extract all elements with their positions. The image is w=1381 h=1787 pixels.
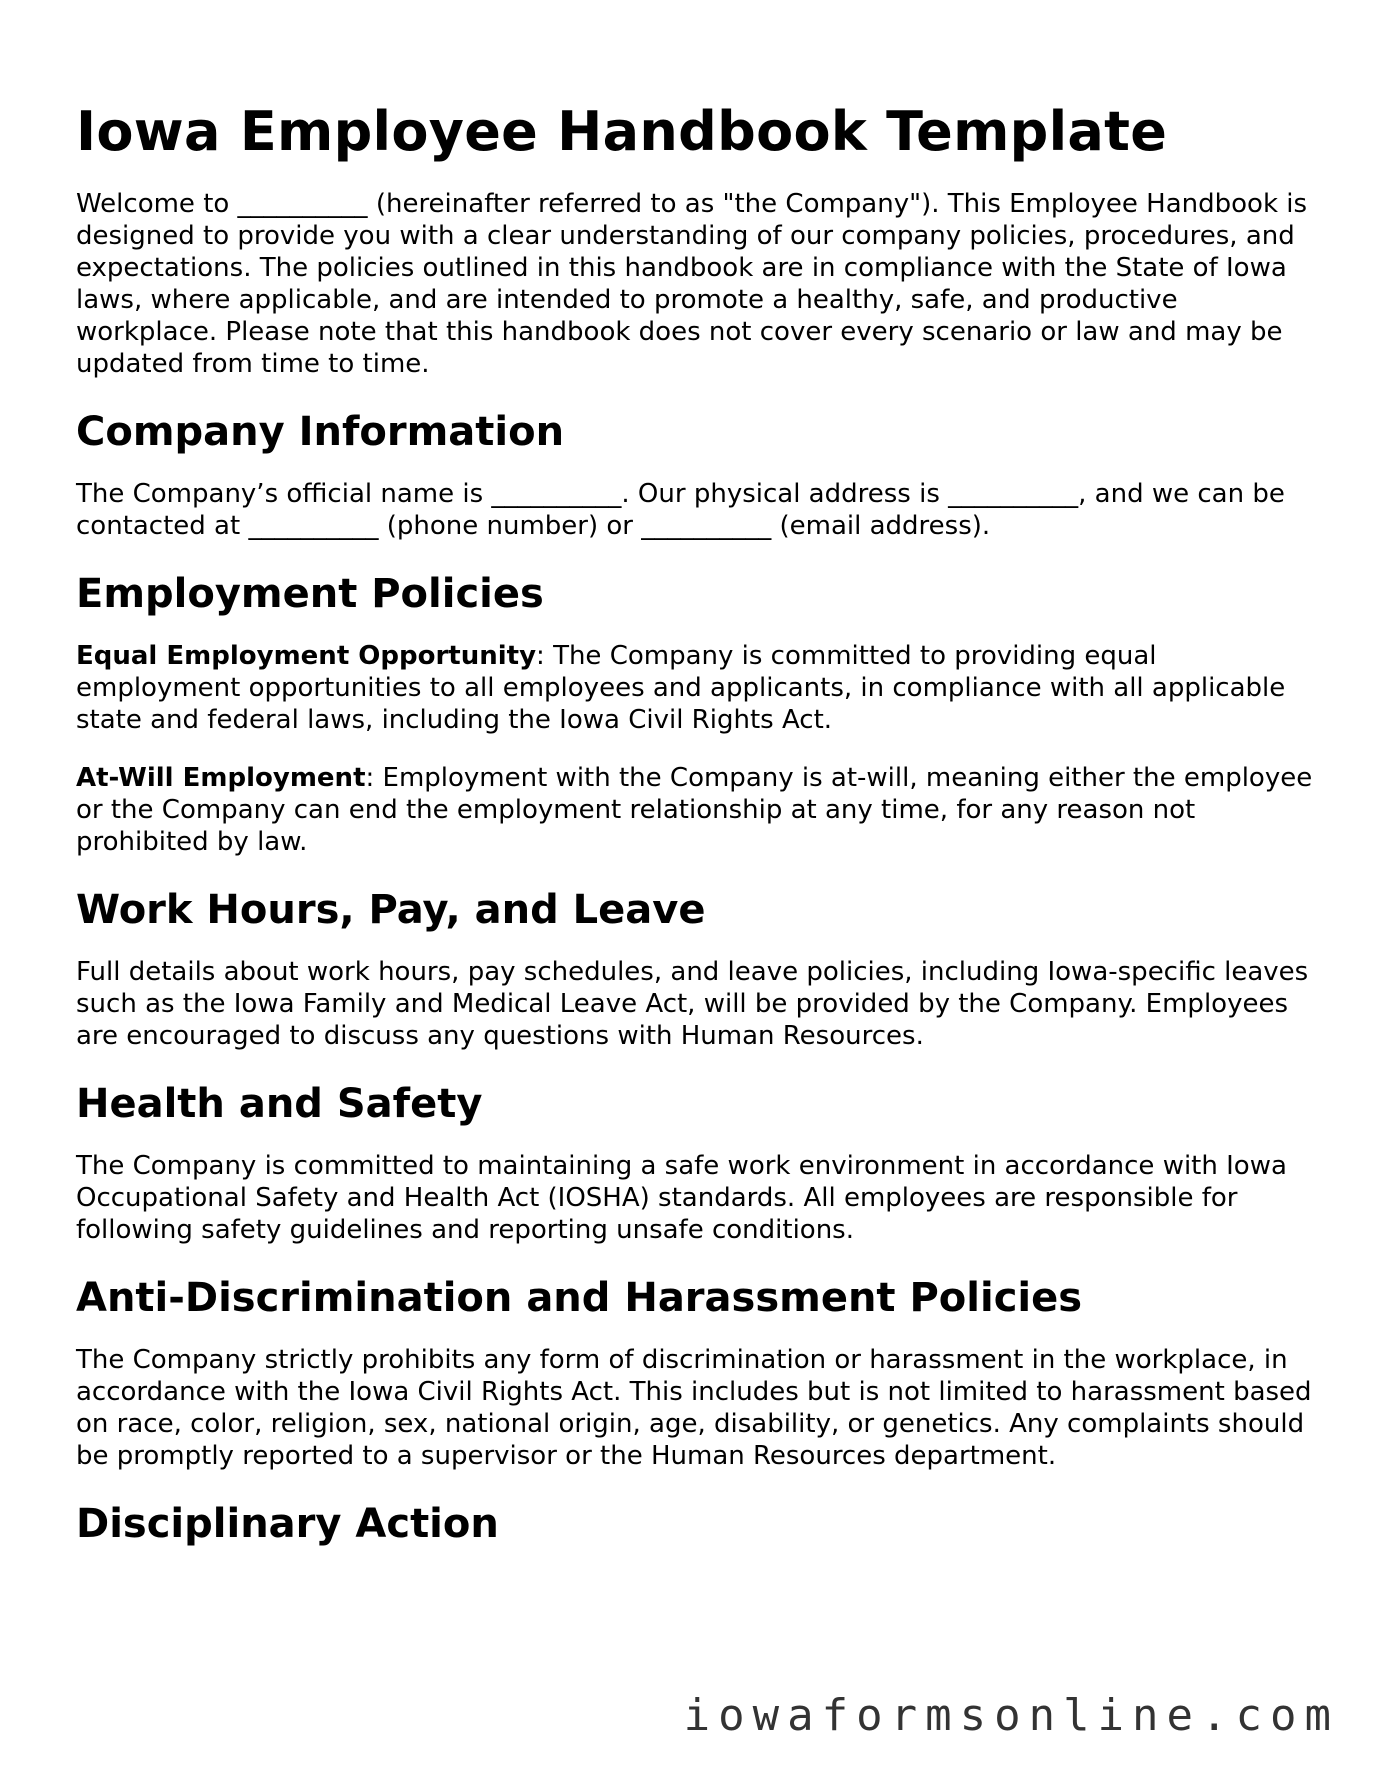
heading-health-safety: Health and Safety (76, 1081, 483, 1127)
document-title: Iowa Employee Handbook Template (76, 100, 1168, 163)
heading-employment-policies: Employment Policies (76, 571, 544, 617)
eeo-paragraph (76, 640, 1316, 736)
heading-work-hours: Work Hours, Pay, and Leave (76, 887, 706, 933)
heading-anti-discrimination: Anti-Discrimination and Harassment Policies (76, 1275, 1083, 1321)
at-will-label: At-Will Employment (76, 763, 366, 793)
site-watermark: iowaformsonline.com (683, 1690, 1339, 1741)
document-page (76, 78, 1316, 1570)
heading-company-information: Company Information (76, 409, 565, 455)
at-will-text: : Employment with the Company is at-will, meaning either the employee or the Company can end the employment relationship at any time, for any reason not prohibited by law. (76, 763, 1313, 857)
eeo-label: Equal Employment Opportunity (76, 641, 537, 671)
heading-disciplinary-action: Disciplinary Action (76, 1501, 499, 1547)
company-information-paragraph: The Company’s official name is __________. Our physical address is __________, and we can be contacted at __________ (phone number) or __________ (email address). (76, 479, 1285, 541)
anti-discrimination-paragraph: The Company strictly prohibits any form of discrimination or harassment in the workplace, in accordance with the Iowa Civil Rights Act. This includes but is not limited to harassment based on race, color, religion, sex, national origin, age, disability, or genetics. Any complaints should be promptly reported to a supervisor or the Human Resources department. (76, 1345, 1312, 1471)
eeo-text: : The Company is committed to providing equal employment opportunities to all employees and applicants, in compliance with all applicable state and federal laws, including the Iowa Civil Rights Act. (76, 641, 1286, 735)
work-hours-paragraph: Full details about work hours, pay schedules, and leave policies, including Iowa-specific leaves such as the Iowa Family and Medical Leave Act, will be provided by the Company. Employees are encouraged to discuss any questions with Human Resources. (76, 957, 1309, 1051)
at-will-paragraph (76, 762, 1316, 858)
health-safety-paragraph: The Company is committed to maintaining a safe work environment in accordance with Iowa Occupational Safety and Health Act (IOSHA) standards. All employees are responsible for following safety guidelines and reporting unsafe conditions. (76, 1151, 1287, 1245)
intro-paragraph: Welcome to __________ (hereinafter referred to as "the Company"). This Employee Handbook is designed to provide you with a clear understanding of our company policies, procedures, and expectations. The policies outlined in this handbook are in compliance with the State of Iowa laws, where applicable, and are intended to promote a healthy, safe, and productive workplace. Please note that this handbook does not cover every scenario or law and may be updated from time to time. (76, 189, 1308, 379)
